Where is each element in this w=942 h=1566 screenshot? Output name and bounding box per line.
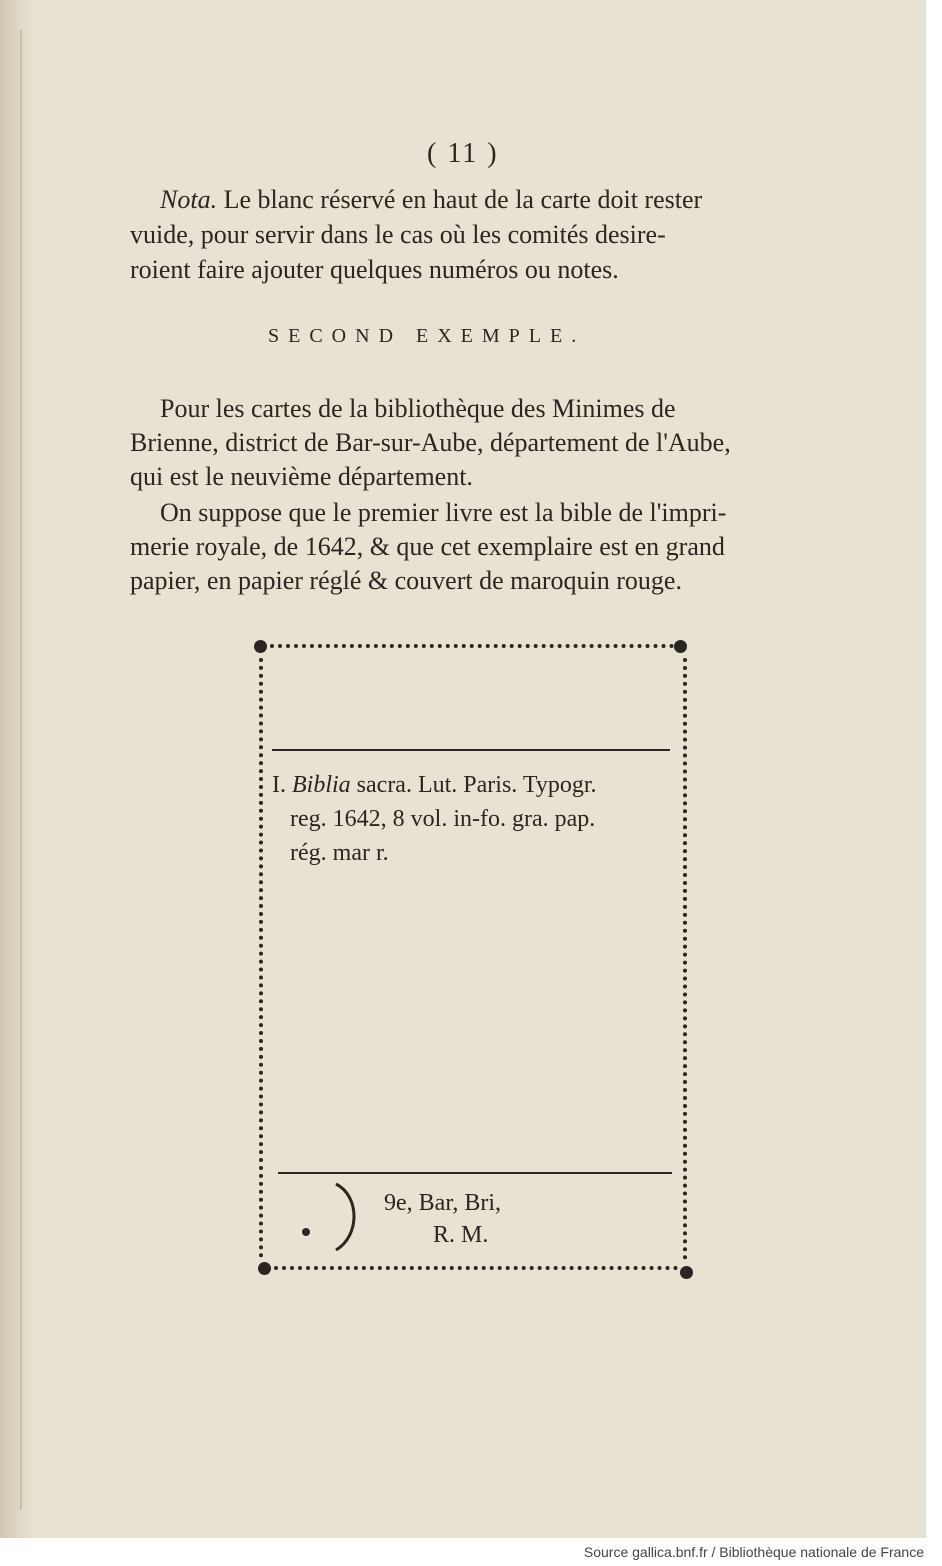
card-border-left xyxy=(259,658,263,1258)
card-footer-line-1: 9e, Bar, Bri, xyxy=(384,1190,502,1216)
nota-line-2: vuide, pour servir dans le cas où les comités desire- xyxy=(130,220,666,249)
nota-text-1: Le blanc réservé en haut de la carte doit rester xyxy=(223,185,703,214)
spine-line xyxy=(20,30,22,1510)
card-corner-bottom-right xyxy=(680,1266,693,1279)
card-border-right xyxy=(683,658,687,1260)
card-entry-title: Biblia xyxy=(292,772,351,798)
para2-line-2: merie royale, de 1642, & que cet exemplaire est en grand xyxy=(130,532,725,561)
source-credit: Source gallica.bnf.fr / Bibliothèque nationale de France xyxy=(583,1544,924,1560)
para1-line-1: Pour les cartes de la bibliothèque des Minimes de xyxy=(160,394,676,423)
card-entry-line1-rest: sacra. Lut. Paris. Typogr. xyxy=(356,772,597,798)
card-bracket xyxy=(330,1182,370,1252)
card-entry-number: I. xyxy=(272,772,286,798)
card-footer-line-2: R. M. xyxy=(433,1222,489,1248)
card-entry-line-1 xyxy=(272,772,597,799)
card-entry-line-3: rég. mar r. xyxy=(290,840,389,866)
card-corner-top-right xyxy=(674,640,687,653)
nota-line-3: roient faire ajouter quelques numéros ou notes. xyxy=(130,255,619,284)
card-bottom-rule xyxy=(278,1172,672,1174)
para2-line-3: papier, en papier réglé & couvert de maroquin rouge. xyxy=(130,566,682,595)
page-number: ( 11 ) xyxy=(427,138,499,169)
para1-line-3: qui est le neuvième département. xyxy=(130,462,473,491)
book-spine-shadow xyxy=(0,0,36,1538)
card-hole-dot xyxy=(302,1228,310,1236)
card-corner-top-left xyxy=(254,640,267,653)
section-heading: SECOND EXEMPLE. xyxy=(268,325,586,347)
nota-line-1 xyxy=(160,185,702,215)
card-border-bottom xyxy=(274,1266,678,1270)
card-border-top xyxy=(270,644,674,648)
card-entry-line-2: reg. 1642, 8 vol. in-fo. gra. pap. xyxy=(290,806,596,832)
card-corner-bottom-left xyxy=(258,1262,271,1275)
para2-line-1: On suppose que le premier livre est la bible de l'impri- xyxy=(160,498,727,527)
nota-label: Nota. xyxy=(160,185,218,214)
card-top-rule xyxy=(272,749,670,751)
para1-line-2: Brienne, district de Bar-sur-Aube, département de l'Aube, xyxy=(130,428,731,457)
